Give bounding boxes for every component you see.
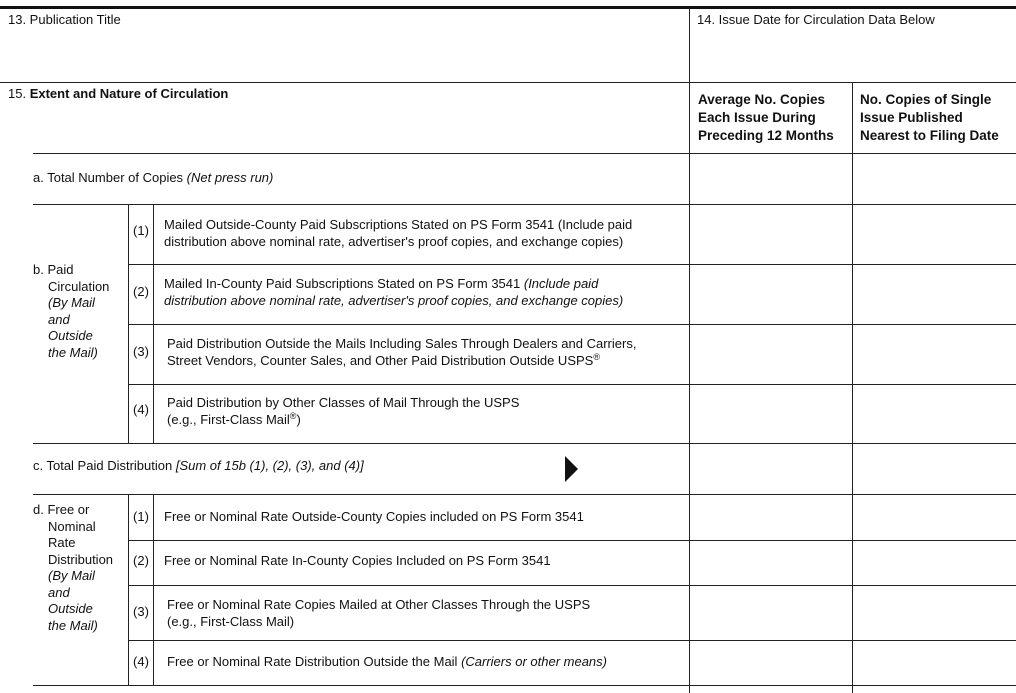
- value-cell-d1-average[interactable]: [690, 495, 852, 540]
- row-b-label-line: (By Mail: [48, 295, 95, 310]
- value-cell-b2-single[interactable]: [853, 265, 1016, 324]
- row-d-label-line: Distribution: [48, 551, 114, 567]
- row-b-label-line: the Mail): [48, 344, 98, 360]
- extent-heading: [8, 85, 228, 102]
- row-b1-line: Mailed Outside-County Paid Subscriptions Stated on PS Form 3541 (Include paid: [164, 217, 633, 232]
- row-b-label-line: Circulation: [48, 278, 110, 294]
- row-d4-line-italic: (Carriers or other means): [461, 654, 607, 669]
- row-c-label: [33, 457, 364, 474]
- value-cell-b1-average[interactable]: [690, 205, 852, 264]
- registered-mark: ®: [593, 352, 600, 362]
- value-cell-c-average[interactable]: [690, 444, 852, 494]
- row-c-note: [Sum of 15b (1), (2), (3), and (4)]: [175, 458, 364, 473]
- column-header-average-line: Each Issue During: [698, 110, 816, 125]
- row-b-label-line: and: [48, 311, 70, 327]
- column-header-single-line: Nearest to Filing Date: [860, 128, 999, 143]
- row-b1-line: distribution above nominal rate, advertiser's proof copies, and exchange copies): [164, 234, 624, 249]
- row-b4-line: Paid Distribution by Other Classes of Mail Through the USPS: [167, 395, 520, 410]
- value-cell-a-single[interactable]: [853, 154, 1016, 204]
- row-b3-number: (3): [133, 344, 149, 359]
- row-a-note: (Net press run): [186, 170, 274, 185]
- row-d-label-line: d. Free or: [33, 502, 90, 517]
- column-header-single-line: No. Copies of Single: [860, 92, 992, 107]
- value-cell-d1-single[interactable]: [853, 495, 1016, 540]
- registered-mark: ®: [289, 411, 297, 421]
- value-cell-c-single[interactable]: [853, 444, 1016, 494]
- extent-label: Extent and Nature of Circulation: [29, 86, 229, 101]
- rule-row-d-bottom: [33, 685, 1016, 686]
- row-d1-number: (1): [133, 509, 149, 524]
- column-header-average-line: Preceding 12 Months: [698, 128, 834, 143]
- row-d-label-line: (By Mail: [48, 568, 95, 583]
- value-cell-b4-average[interactable]: [690, 385, 852, 443]
- value-cell-b3-average[interactable]: [690, 325, 852, 384]
- row-b2-line-plain: Mailed In-County Paid Subscriptions Stated on PS Form 3541: [164, 276, 524, 291]
- right-arrow-icon: [565, 456, 578, 482]
- row-d4-text: [167, 653, 607, 670]
- rule-header-bottom: [0, 82, 1016, 83]
- row-b1-number: (1): [133, 223, 149, 238]
- row-b3-text: [167, 335, 636, 369]
- column-header-average: [698, 91, 848, 145]
- row-d-label-line: the Mail): [48, 617, 98, 633]
- extent-number: 15.: [8, 86, 27, 101]
- row-d-label-line: Outside: [48, 601, 93, 616]
- row-b1-text: [164, 216, 632, 250]
- column-header-average-line: Average No. Copies: [698, 92, 826, 107]
- row-b4-text: [167, 394, 519, 428]
- value-cell-d2-average[interactable]: [690, 541, 852, 585]
- issue-date-label: 14. Issue Date for Circulation Data Below: [697, 12, 935, 27]
- value-cell-b2-average[interactable]: [690, 265, 852, 324]
- row-d3-line: Free or Nominal Rate Copies Mailed at Other Classes Through the USPS: [167, 597, 591, 612]
- row-d1-text: Free or Nominal Rate Outside-County Copies included on PS Form 3541: [164, 509, 584, 524]
- row-b4-number: (4): [133, 402, 149, 417]
- row-d-label-line: Rate: [48, 535, 76, 550]
- row-b4-line: (e.g., First-Class Mail: [167, 412, 290, 427]
- row-b2-line-italic: (Include paid: [523, 276, 599, 291]
- value-cell-b4-single[interactable]: [853, 385, 1016, 443]
- row-b2-number: (2): [133, 284, 149, 299]
- value-cell-a-average[interactable]: [690, 154, 852, 204]
- row-b-label: [33, 262, 109, 361]
- row-d3-number: (3): [133, 604, 149, 619]
- rule-d-num-right: [153, 494, 154, 685]
- value-cell-d2-single[interactable]: [853, 541, 1016, 585]
- row-d3-line: (e.g., First-Class Mail): [167, 614, 295, 629]
- row-d2-number: (2): [133, 553, 149, 568]
- column-header-single-issue: [860, 91, 1016, 145]
- value-cell-b1-single[interactable]: [853, 205, 1016, 264]
- row-d2-text: Free or Nominal Rate In-County Copies Included on PS Form 3541: [164, 553, 551, 568]
- row-d3-text: [167, 596, 590, 630]
- row-b-label-line: Outside: [48, 328, 93, 343]
- row-a-text: a. Total Number of Copies: [33, 170, 187, 185]
- row-b3-line: Street Vendors, Counter Sales, and Other Paid Distribution Outside USPS: [167, 353, 594, 368]
- row-b2-text: [164, 275, 623, 309]
- top-border: [0, 6, 1016, 9]
- row-d-label-line: and: [48, 584, 70, 600]
- value-cell-d4-average[interactable]: [690, 641, 852, 685]
- row-a-label: [33, 169, 273, 186]
- publication-title-label: 13. Publication Title: [8, 12, 121, 27]
- row-b-label-line: b. Paid: [33, 262, 74, 277]
- row-b2-line-italic: distribution above nominal rate, advertiser's proof copies, and exchange copies): [164, 293, 624, 308]
- row-d-label: [33, 502, 113, 634]
- row-d-label-line: Nominal: [48, 518, 96, 534]
- value-cell-d3-average[interactable]: [690, 586, 852, 640]
- value-cell-d4-single[interactable]: [853, 641, 1016, 685]
- row-b4-line-end: ): [296, 412, 301, 427]
- row-c-text: c. Total Paid Distribution: [33, 458, 176, 473]
- rule-b-num-right: [153, 204, 154, 443]
- value-cell-b3-single[interactable]: [853, 325, 1016, 384]
- row-d4-number: (4): [133, 654, 149, 669]
- value-cell-d3-single[interactable]: [853, 586, 1016, 640]
- column-header-single-line: Issue Published: [860, 110, 963, 125]
- row-b3-line: Paid Distribution Outside the Mails Including Sales Through Dealers and Carriers,: [167, 336, 637, 351]
- row-d4-line-plain: Free or Nominal Rate Distribution Outside the Mail: [167, 654, 462, 669]
